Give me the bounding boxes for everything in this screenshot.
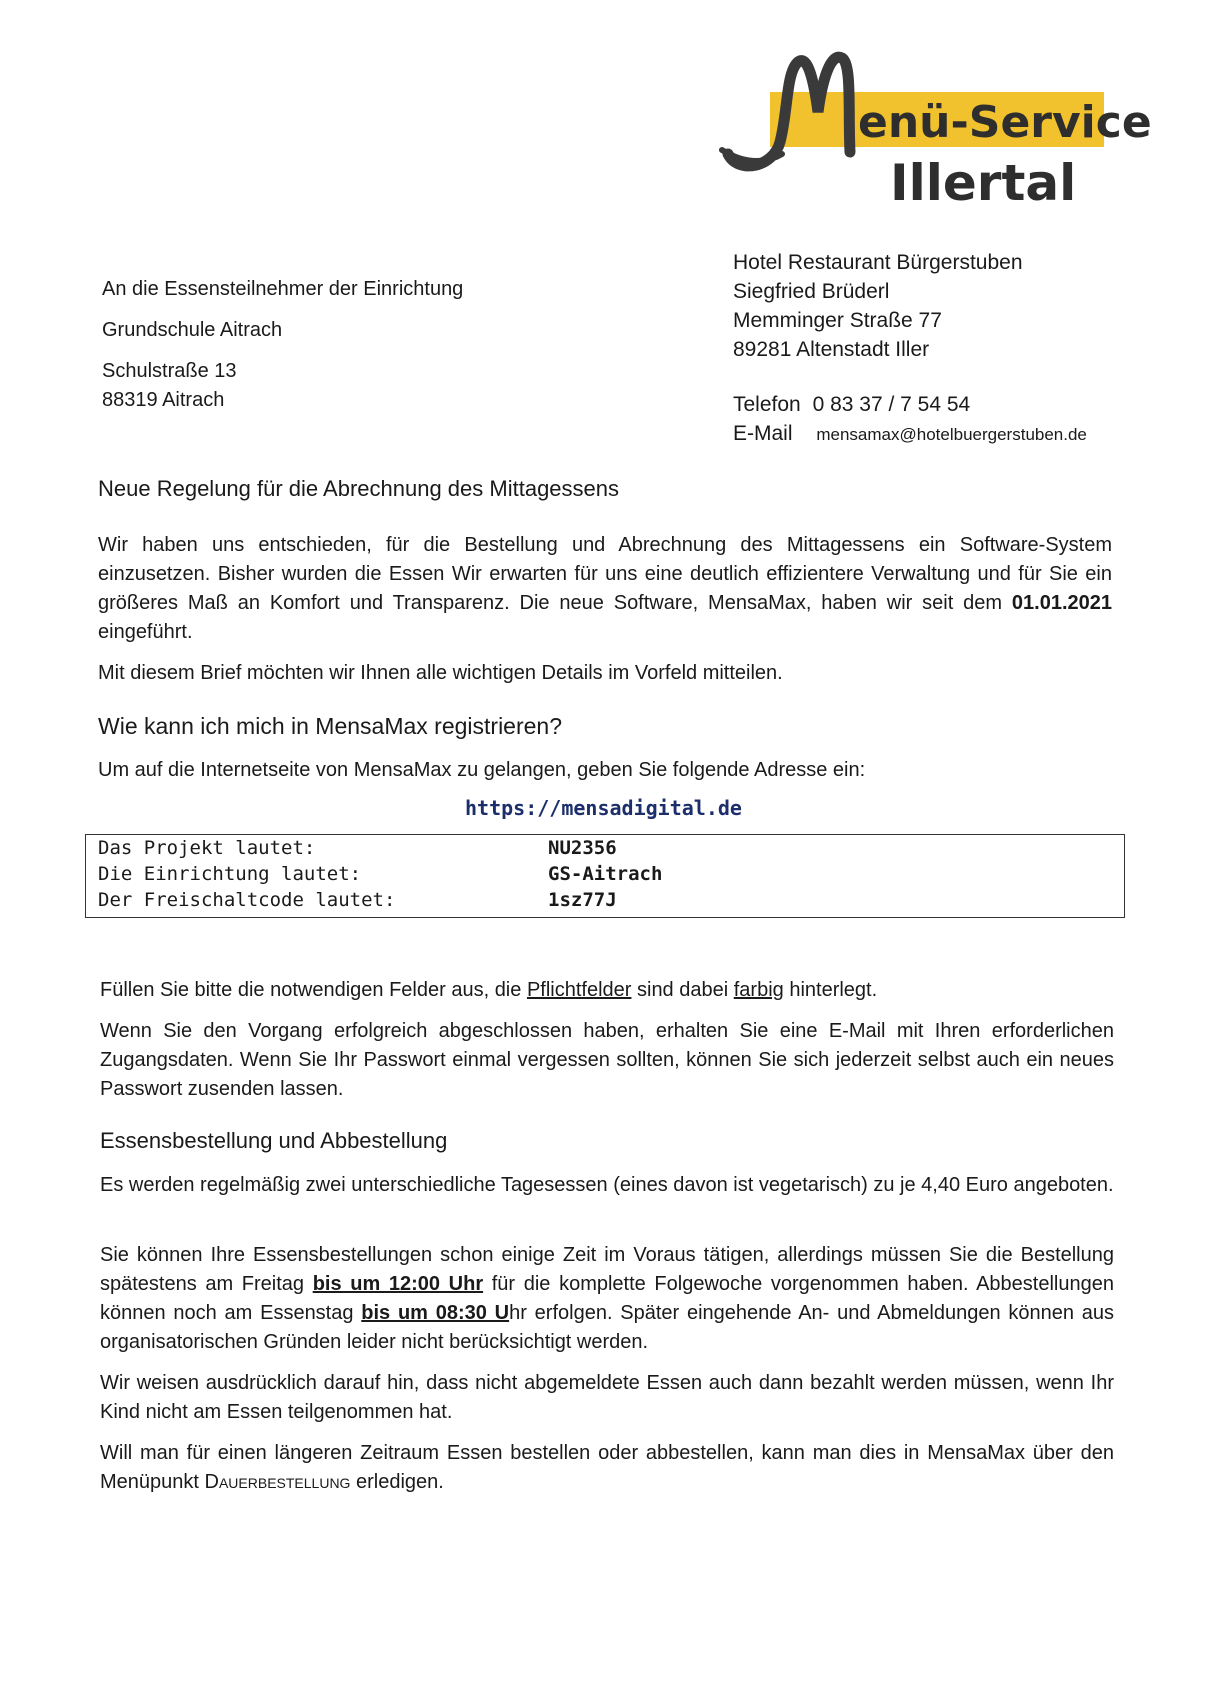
intro-paragraph — [98, 531, 1112, 647]
sender-name: Hotel Restaurant Bürgerstuben — [733, 251, 1023, 274]
fields-text-end: hinterlegt. — [783, 979, 878, 1001]
recipient-street: Schulstraße 13 — [102, 360, 237, 382]
deadline-text: Sie können Ihre Essensbestellungen schon einige Zeit im Voraus tätigen, allerdings müssen Sie die Bestellung spätestens am Freitag — [100, 1244, 1114, 1295]
url-intro-paragraph: Um auf die Internetseite von MensaMax zu gelangen, geben Sie folgende Adresse ein: — [98, 759, 866, 781]
sender-city: 89281 Altenstadt Iller — [733, 338, 930, 361]
project-label: Das Projekt lautet: — [98, 837, 316, 859]
logo-line2: Illertal — [890, 154, 1077, 212]
company-logo — [718, 42, 1152, 212]
facility-row — [86, 861, 1124, 887]
sender-email-row — [733, 419, 1087, 449]
meals-paragraph: Es werden regelmäßig zwei unterschiedliche Tagesessen (eines davon ist vegetarisch) zu je 4,40 Euro angeboten. — [100, 1174, 1114, 1196]
phone-value: 0 83 37 / 7 54 54 — [812, 393, 971, 416]
deadline-text-mid: für die komplette Folgewoche vorgenommen haben. Abbestellungen können noch am Essenstag — [100, 1273, 1114, 1324]
intro-text-end: eingeführt. — [98, 621, 193, 643]
intro-text: Wir haben uns entschieden, für die Bestellung und Abrechnung des Mittagessens ein Software-System einzusetzen. Bisher wurden die Essen Wir erwarten für uns eine deutlich effizientere Verwaltung und für Sie ein größeres Maß an Komfort und Transparenz. Die neue Software, MensaMax, haben wir seit dem — [98, 534, 1112, 614]
required-fields-text: Pflichtfelder — [526, 979, 632, 1001]
mensamax-url[interactable]: https://mensadigital.de — [465, 796, 742, 820]
project-value: NU2356 — [548, 837, 617, 859]
register-heading: Wie kann ich mich in MensaMax registrieren? — [98, 713, 563, 739]
project-row — [86, 835, 1124, 861]
order-deadline: bis um 12:00 Uhr — [312, 1273, 484, 1295]
standing-order-menu-item: Dauerbestellung — [204, 1471, 351, 1493]
intro-date: 01.01.2021 — [1011, 592, 1112, 614]
fields-text-mid: sind dabei — [631, 979, 734, 1001]
standing-order-text: Will man für einen längeren Zeitraum Essen bestellen oder abbestellen, kann man dies in MensaMax über den Menüpunkt — [100, 1442, 1114, 1493]
access-codes-box — [85, 834, 1125, 918]
deadline-text-end: hr erfolgen. Später eingehende An- und Abmeldungen können aus organisatorischen Gründen leider nicht berücksichtigt werden. — [100, 1302, 1114, 1353]
deadline-paragraph — [100, 1241, 1114, 1357]
recipient-address — [102, 275, 463, 415]
recipient-line1: An die Essensteilnehmer der Einrichtung — [102, 278, 464, 300]
facility-label: Die Einrichtung lautet: — [98, 863, 362, 885]
email-value: mensamax@hotelbuergerstuben.de — [816, 425, 1087, 444]
main-heading: Neue Regelung für die Abrechnung des Mittagessens — [98, 476, 620, 501]
cancel-deadline: bis um 08:30 U — [361, 1302, 510, 1324]
payment-paragraph: Wir weisen ausdrücklich darauf hin, dass nicht abgemeldete Essen auch dann bezahlt werden müssen, wenn Ihr Kind nicht am Essen teilgenommen hat. — [100, 1372, 1114, 1423]
sender-phone-row — [733, 390, 1087, 419]
fields-text: Füllen Sie bitte die notwendigen Felder aus, die — [100, 979, 527, 1001]
logo-line1: enü-Service — [858, 97, 1152, 148]
sender-person: Siegfried Brüderl — [733, 280, 890, 303]
facility-value: GS-Aitrach — [548, 863, 663, 885]
sender-address — [733, 248, 1087, 449]
sender-street: Memminger Straße 77 — [733, 309, 942, 332]
standing-order-paragraph — [100, 1439, 1114, 1497]
unlock-code-row — [86, 887, 1124, 913]
recipient-line2: Grundschule Aitrach — [102, 319, 283, 341]
recipient-city: 88319 Aitrach — [102, 389, 225, 411]
colored-text: farbig — [733, 979, 784, 1001]
details-paragraph: Mit diesem Brief möchten wir Ihnen alle wichtigen Details im Vorfeld mitteilen. — [98, 662, 783, 684]
phone-label: Telefon — [733, 393, 801, 416]
fields-paragraph — [100, 976, 1114, 1005]
email-label: E-Mail — [733, 422, 793, 445]
order-heading: Essensbestellung und Abbestellung — [100, 1128, 448, 1153]
access-paragraph: Wenn Sie den Vorgang erfolgreich abgeschlossen haben, erhalten Sie eine E-Mail mit Ihren erforderlichen Zugangsdaten. Wenn Sie Ihr Passwort einmal vergessen sollten, können Sie sich jederzeit selbst auch ein neues Passwort zusenden lassen. — [100, 1020, 1114, 1100]
unlock-code-value: 1sz77J — [548, 889, 617, 911]
unlock-code-label: Der Freischaltcode lautet: — [98, 889, 396, 911]
standing-order-text-end: erledigen. — [350, 1471, 444, 1493]
